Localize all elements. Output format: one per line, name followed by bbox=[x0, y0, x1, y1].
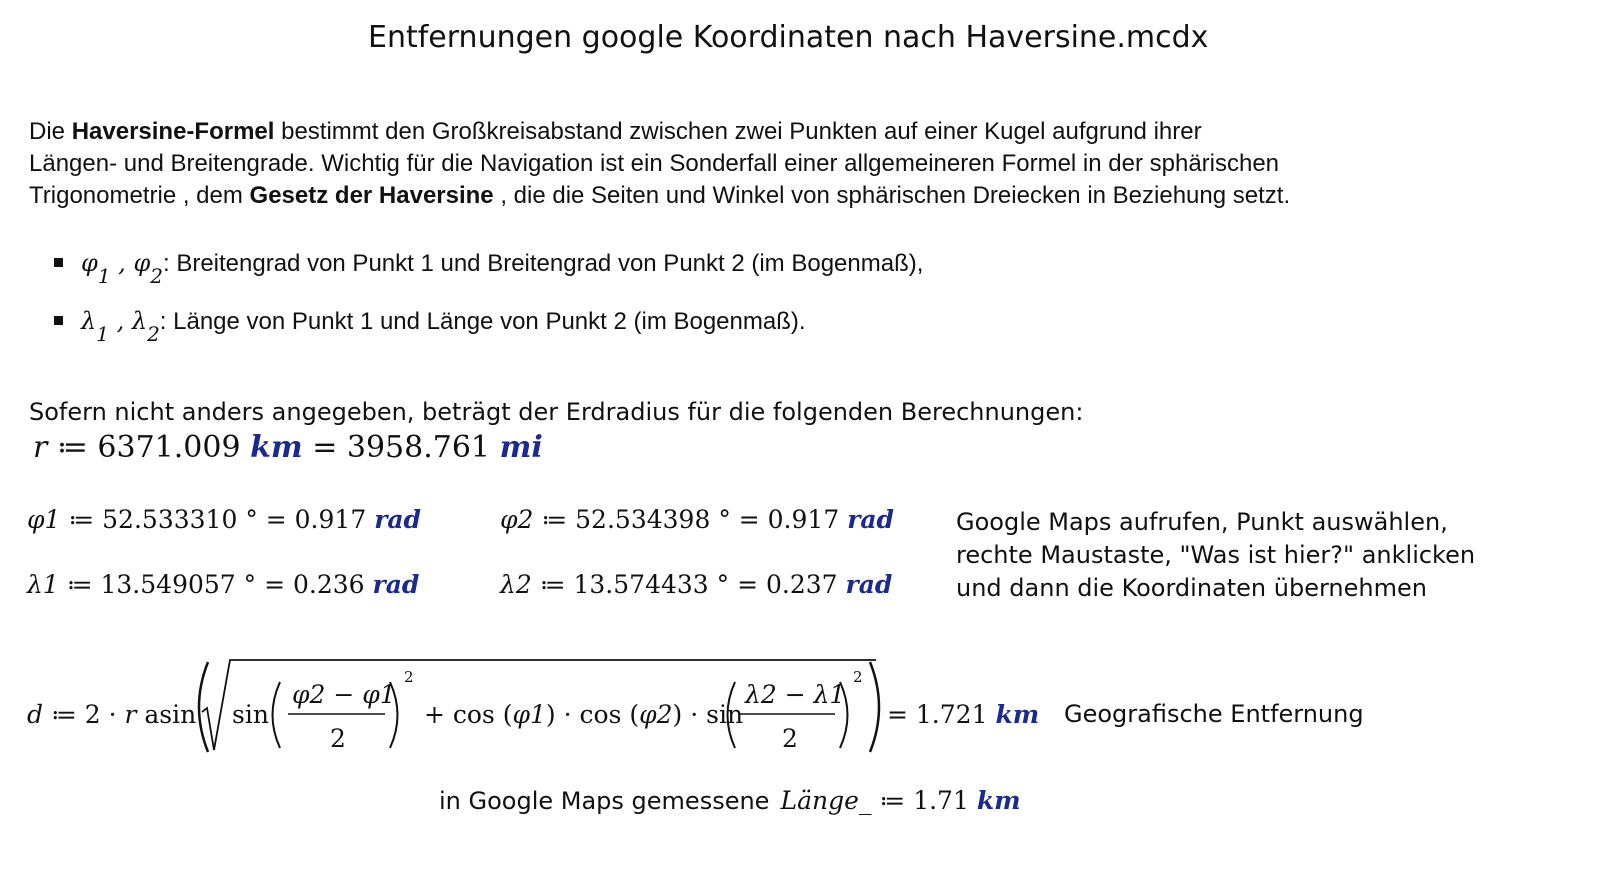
distance-label: Geografische Entfernung bbox=[1064, 700, 1364, 728]
unit-rad: rad bbox=[372, 570, 420, 599]
unit-rad: rad bbox=[374, 505, 422, 534]
radius-result: 3958.761 bbox=[346, 430, 491, 465]
radius-var: r bbox=[33, 430, 48, 465]
measured-text: in Google Maps gemessene bbox=[439, 787, 770, 815]
coord-value: 13.574433 bbox=[573, 570, 709, 599]
note-line: Google Maps aufrufen, Punkt auswählen, bbox=[956, 508, 1448, 536]
cos-function: cos bbox=[579, 700, 622, 729]
haversine-term: Haversine-Formel bbox=[71, 118, 275, 145]
radius-intro: Sofern nicht anders angegeben, beträgt der Erdradius für die folgenden Berechnungen: bbox=[29, 398, 1084, 426]
coord-result: 0.237 bbox=[766, 570, 838, 599]
unit-km: km bbox=[250, 430, 303, 465]
coord-phi1: φ1 ≔ 52.533310 ° = 0.917 rad bbox=[27, 505, 422, 534]
intro-line-1 bbox=[29, 116, 1290, 148]
formula-lhs: d ≔ 2 · r asin bbox=[27, 700, 197, 729]
intro-text: bestimmt den Großkreisabstand zwischen zwei Punkten auf einer Kugel aufgrund ihrer bbox=[274, 118, 1202, 145]
bullet-marker bbox=[54, 258, 63, 267]
google-maps-note bbox=[956, 506, 1475, 605]
distance-var: d bbox=[27, 700, 44, 729]
lambda-symbol: λ bbox=[131, 307, 148, 335]
formula-middle: + cos (φ1) · cos (φ2) · sin bbox=[424, 700, 744, 729]
intro-text: Trigonometrie , dem bbox=[29, 182, 250, 209]
coord-lambda2: λ2 ≔ 13.574433 ° = 0.237 rad bbox=[500, 570, 893, 599]
unit-mi: mi bbox=[499, 430, 543, 465]
cos-function: cos bbox=[452, 700, 495, 729]
distance-result: 1.721 bbox=[915, 700, 988, 729]
bullet-marker bbox=[54, 316, 63, 325]
fraction-numerator-lambda: λ2 − λ1 bbox=[745, 680, 846, 709]
intro-text: Die bbox=[29, 118, 72, 145]
bullet-item-longitude: $\lambda_1$ , $\lambda_2$: Länge von Punkt 1 und Länge von Punkt 2 (im Bogenmaß). bbox=[54, 306, 806, 337]
phi-symbol: φ bbox=[81, 249, 98, 277]
page-title: Entfernungen google Koordinaten nach Haversine.mcdx bbox=[368, 20, 1209, 55]
index-1: 1 bbox=[97, 264, 111, 288]
intro-text: , die die Seiten und Winkel von sphärischen Dreiecken in Beziehung setzt. bbox=[493, 182, 1291, 209]
note-line: und dann die Koordinaten übernehmen bbox=[956, 574, 1427, 602]
bullet-item-latitude: $\varphi_1$ , $\varphi_2$: Breitengrad von Punkt 1 und Breitengrad von Punkt 2 (im Bogenmaß), bbox=[54, 248, 923, 279]
coord-value: 52.533310 bbox=[102, 505, 238, 534]
index-2: 2 bbox=[150, 264, 163, 288]
asin-function: asin bbox=[144, 700, 197, 729]
unit-rad: rad bbox=[845, 570, 893, 599]
radius-value: 6371.009 bbox=[97, 430, 241, 465]
coord-result: 0.917 bbox=[767, 505, 840, 534]
note-line: rechte Maustaste, "Was ist hier?" anklicken bbox=[956, 541, 1476, 569]
coord-result: 0.236 bbox=[293, 570, 365, 599]
coord-phi2: φ2 ≔ 52.534398 ° = 0.917 rad bbox=[500, 505, 895, 534]
fraction-numerator-phi: φ2 − φ1 bbox=[292, 680, 396, 709]
index-2: 2 bbox=[147, 322, 160, 346]
intro-line-3 bbox=[29, 180, 1290, 212]
measured-line: in Google Maps gemessene Länge_ ≔ 1.71 km bbox=[439, 786, 1021, 815]
exponent: 2 bbox=[853, 668, 863, 686]
unit-rad: rad bbox=[847, 505, 895, 534]
unit-km: km bbox=[995, 700, 1040, 729]
coord-value: 52.534398 bbox=[575, 505, 711, 534]
unit-km: km bbox=[976, 786, 1021, 815]
phi-symbol: φ bbox=[133, 249, 151, 277]
exponent: 2 bbox=[404, 668, 414, 686]
coord-result: 0.917 bbox=[294, 505, 367, 534]
intro-paragraph bbox=[29, 116, 1290, 212]
fraction-denominator: 2 bbox=[782, 724, 798, 753]
coord-lambda1: λ1 ≔ 13.549057 ° = 0.236 rad bbox=[27, 570, 420, 599]
coord-value: 13.549057 bbox=[100, 570, 236, 599]
formula-result: = 1.721 km bbox=[887, 700, 1040, 729]
sin-function: sin bbox=[232, 700, 269, 729]
bullet-text: : Breitengrad von Punkt 1 und Breitengrad von Punkt 2 (im Bogenmaß), bbox=[162, 250, 924, 277]
radius-definition: r ≔ 6371.009 km = 3958.761 mi bbox=[33, 430, 543, 465]
index-1: 1 bbox=[96, 322, 109, 346]
fraction-denominator: 2 bbox=[330, 724, 346, 753]
length-var: Länge_ bbox=[780, 786, 872, 815]
intro-line-2: Längen- und Breitengrade. Wichtig für die Navigation ist ein Sonderfall einer allgemeineren Formel in der sphärischen bbox=[29, 150, 1280, 177]
haversine-law-term: Gesetz der Haversine bbox=[249, 182, 494, 209]
bullet-text: : Länge von Punkt 1 und Länge von Punkt 2 (im Bogenmaß). bbox=[159, 308, 806, 335]
measured-value: 1.71 bbox=[913, 786, 969, 815]
sin-function: sin bbox=[706, 700, 744, 729]
lambda-symbol: λ bbox=[81, 307, 97, 335]
